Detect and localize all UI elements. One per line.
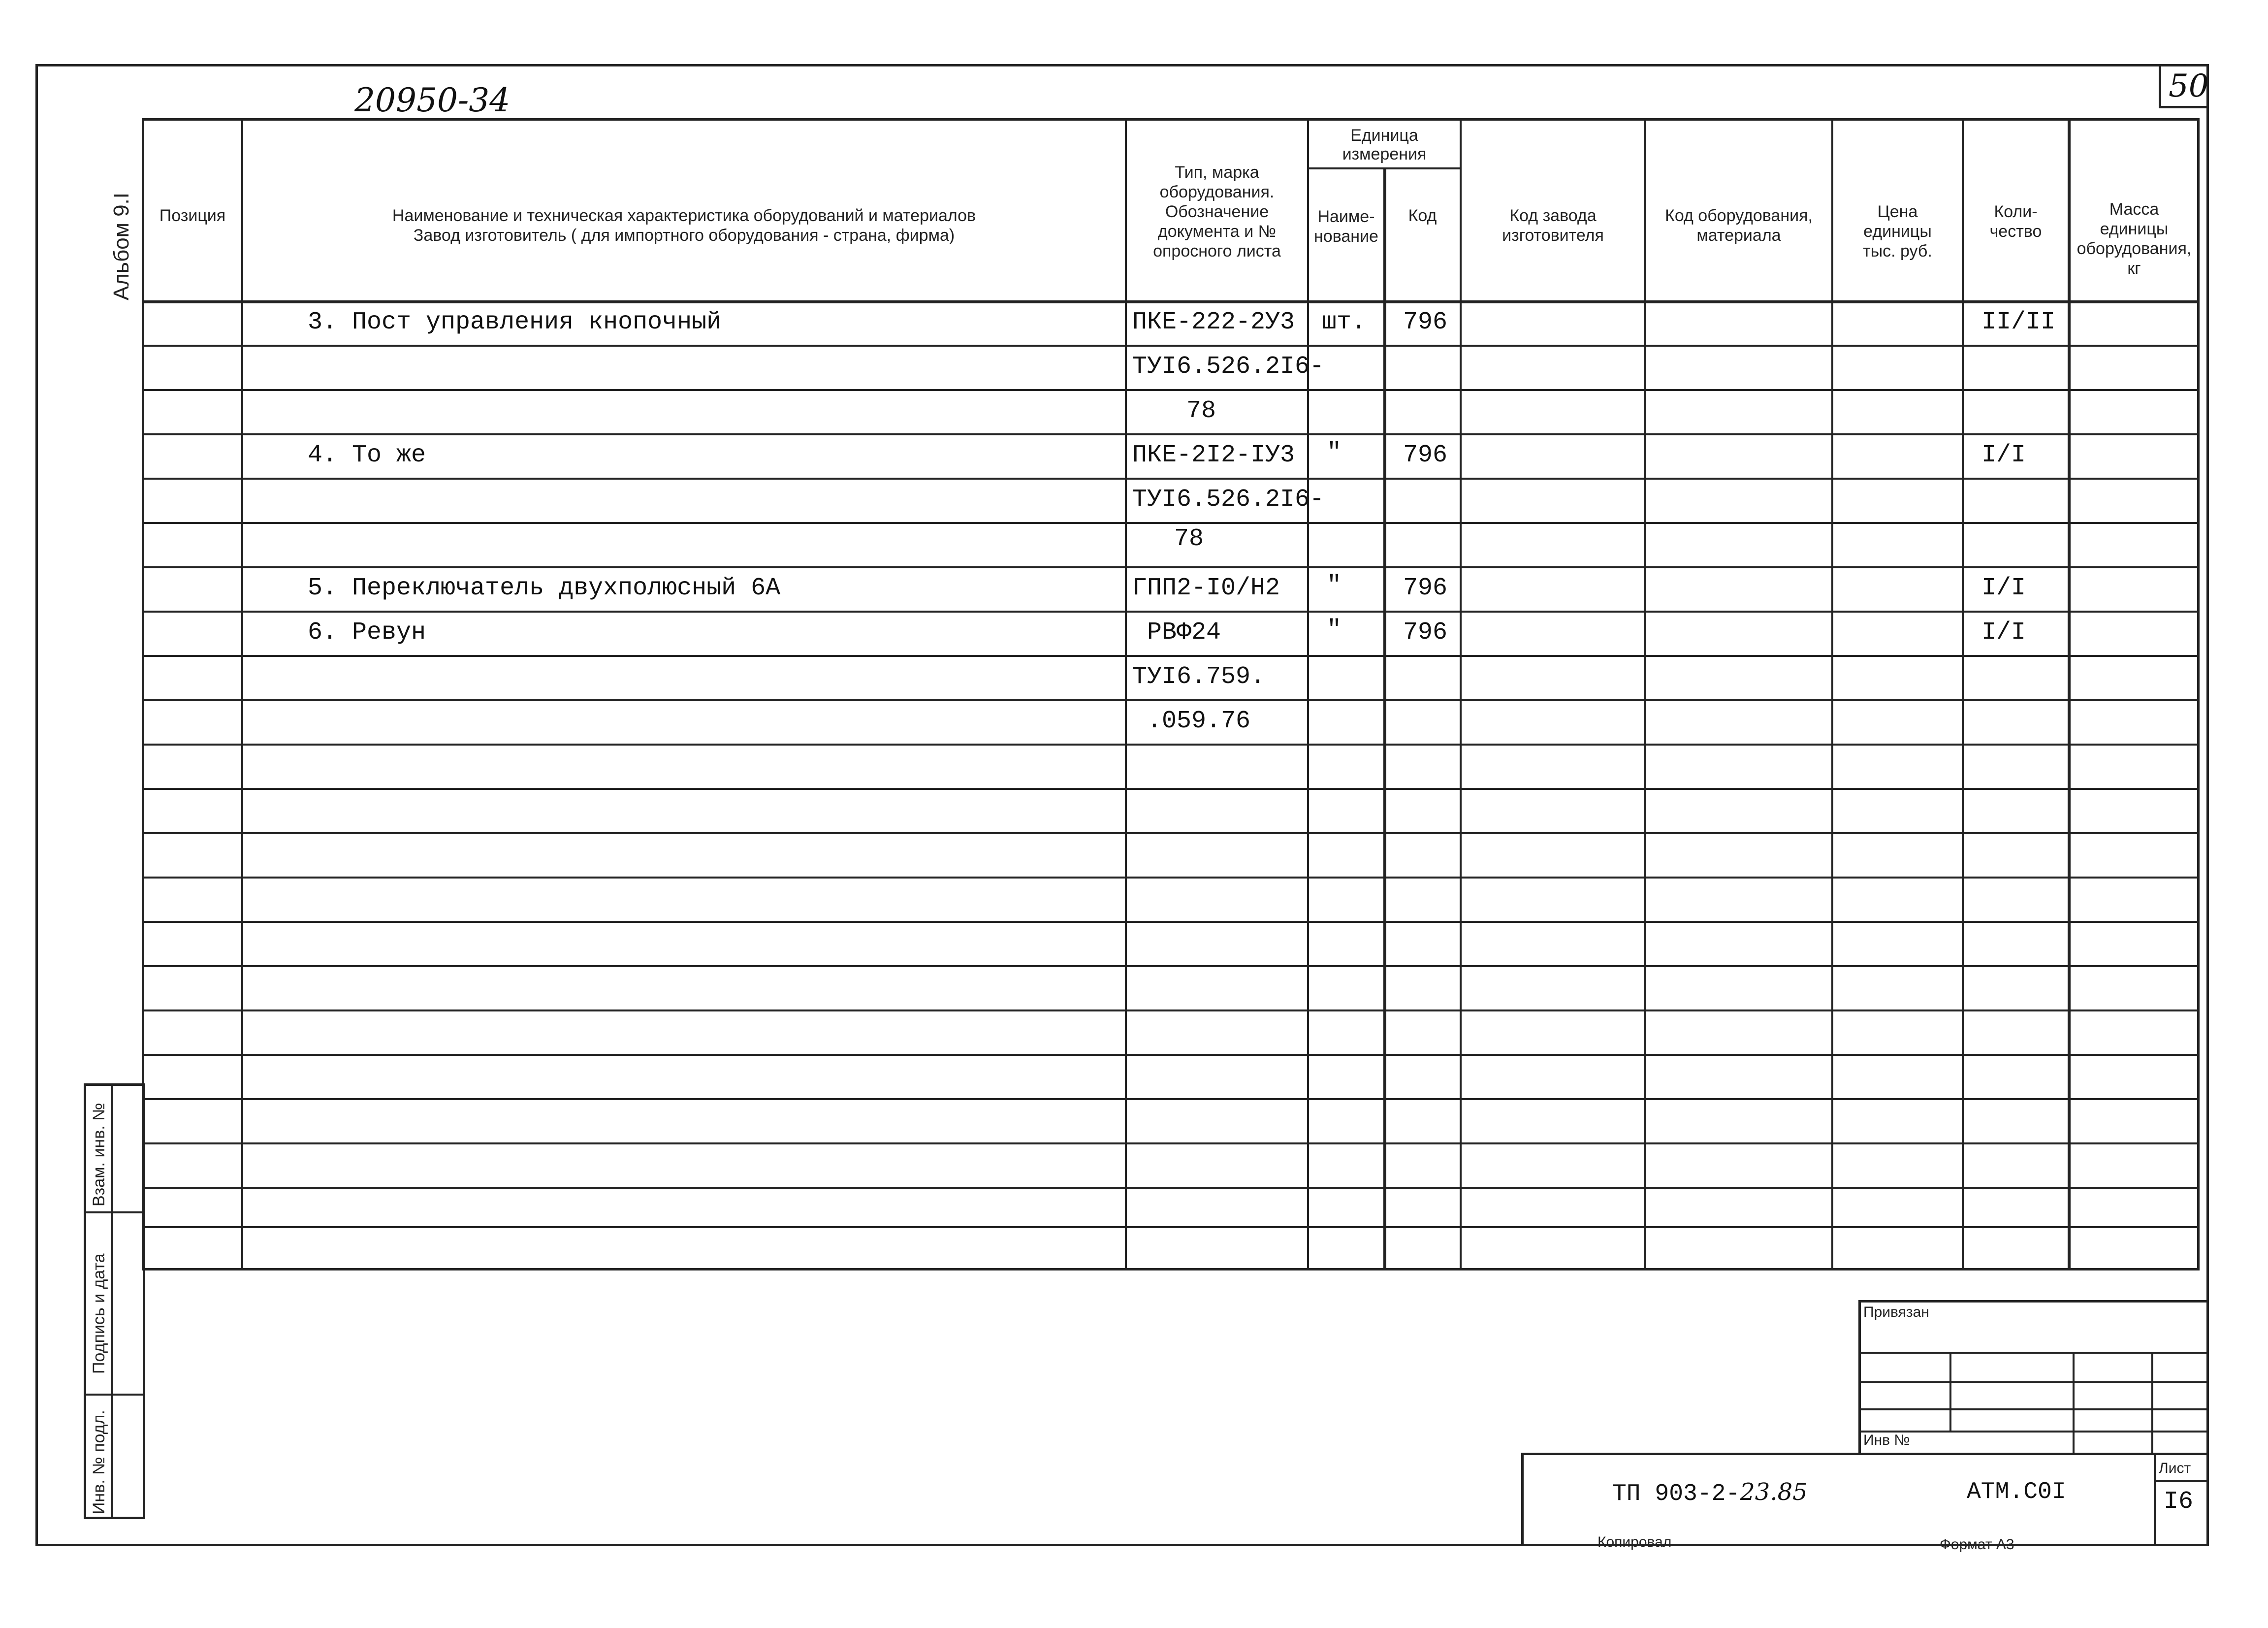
bound-line [1858, 1381, 2209, 1383]
header-price-1: Цена [1877, 202, 1918, 221]
row-line [142, 478, 2200, 480]
row-code: 796 [1403, 441, 1448, 469]
side-stamp-line [84, 1394, 145, 1396]
sheet-number: I6 [2164, 1488, 2194, 1516]
sheet-code: АТМ.С0I [1967, 1479, 2066, 1505]
side-stamp-inv: Инв. № подл. [90, 1410, 108, 1514]
side-stamp-line [84, 1211, 145, 1213]
header-qty-1: Коли- [1994, 202, 2038, 221]
bound-line [2073, 1352, 2075, 1453]
row-qty: I/I [1981, 441, 2026, 469]
col-line [1383, 167, 1386, 1270]
footer-copied: Копировал [1597, 1534, 1672, 1550]
row-line [142, 832, 2200, 834]
album-label: Альбом 9.I [109, 192, 133, 300]
row-line [142, 1054, 2200, 1056]
row-line [142, 965, 2200, 967]
col-line [1962, 118, 1964, 1270]
bound-line [1949, 1352, 1951, 1431]
row-name: 5. Переключатель двухполюсный 6А [308, 574, 781, 602]
row-line [142, 1226, 2200, 1228]
bound-label: Привязан [1863, 1304, 1929, 1320]
header-type-4: документа и № [1157, 222, 1277, 241]
header-mass-2: единицы [2100, 220, 2169, 238]
row-type: ТУI6.526.2I6- [1132, 486, 1325, 514]
header-price-2: единицы [1863, 222, 1932, 241]
row-qty: I/I [1981, 619, 2026, 647]
inv-label: Инв № [1863, 1432, 1910, 1448]
row-code: 796 [1403, 574, 1448, 602]
side-stamp-signature: Подпись и дата [90, 1253, 108, 1374]
header-unit-2: измерения [1342, 145, 1427, 163]
row-qty: II/II [1981, 308, 2056, 336]
row-name: 4. То же [308, 441, 426, 469]
spec-table [142, 118, 2200, 1270]
header-name-line2: Завод изготовитель ( для импортного оборудования - страна, фирма) [413, 226, 955, 245]
header-type-3: Обозначение [1165, 202, 1269, 221]
row-code: 796 [1403, 308, 1448, 336]
bound-line [1858, 1431, 2209, 1433]
title-block-line [2154, 1480, 2209, 1482]
row-unit: " [1327, 616, 1342, 644]
row-line [142, 1009, 2200, 1011]
col-line [1125, 118, 1127, 1270]
header-name-line1: Наименование и техническая характеристика оборудований и материалов [392, 206, 976, 225]
header-unit-name-2: нование [1314, 227, 1378, 246]
row-line [142, 877, 2200, 879]
header-qty-2: чество [1989, 222, 2042, 241]
row-line [142, 744, 2200, 746]
header-unit-name-1: Наиме- [1317, 207, 1375, 226]
header-factory-code-2: изготовителя [1502, 226, 1604, 245]
row-line [142, 345, 2200, 347]
header-factory-code-1: Код завода [1509, 206, 1597, 225]
col-line [241, 118, 243, 1270]
header-type-5: опросного листа [1153, 242, 1281, 260]
header-unit-code: Код [1408, 206, 1437, 225]
row-type: 78 [1174, 525, 1204, 553]
col-line [1460, 118, 1462, 1270]
header-price-3: тыс. руб. [1863, 242, 1932, 260]
project-code-hand: 23.85 [1740, 1478, 1808, 1506]
row-type: ГПП2-I0/Н2 [1132, 574, 1280, 602]
bound-line [2151, 1352, 2153, 1453]
row-qty: I/I [1981, 574, 2026, 602]
row-unit: " [1327, 572, 1342, 600]
project-code [1612, 1477, 1808, 1509]
side-stamp-replace: Взам. инв. № [90, 1103, 108, 1206]
header-type-1: Тип, марка [1175, 163, 1259, 182]
row-unit: " [1327, 439, 1342, 467]
row-line [142, 921, 2200, 923]
project-code-text: ТП 903-2- [1612, 1481, 1740, 1507]
bound-block [1858, 1300, 2209, 1453]
bound-line [1858, 1352, 2209, 1354]
footer-format: Формат А3 [1940, 1536, 2014, 1553]
col-line [1644, 118, 1646, 1270]
row-line [142, 433, 2200, 435]
row-line [142, 655, 2200, 657]
row-type: ПКЕ-2I2-IУ3 [1132, 441, 1295, 469]
row-type: РВФ24 [1147, 619, 1221, 647]
row-line [142, 1142, 2200, 1144]
row-type: ТУI6.526.2I6- [1132, 353, 1325, 381]
row-line [142, 611, 2200, 613]
header-position: Позиция [159, 206, 226, 225]
header-equipment-code-2: материала [1696, 226, 1781, 245]
bound-line [1858, 1408, 2209, 1410]
row-line [142, 566, 2200, 568]
row-line [142, 389, 2200, 391]
sheet-label: Лист [2159, 1460, 2191, 1476]
col-line [2068, 118, 2071, 1270]
row-unit: шт. [1322, 308, 1367, 336]
row-line [142, 522, 2200, 524]
page-number: 50 [2169, 68, 2209, 104]
row-line [142, 1187, 2200, 1189]
row-type: .059.76 [1147, 707, 1251, 735]
col-line [1307, 118, 1309, 1270]
header-unit-1: Единица [1350, 126, 1418, 145]
row-line [142, 1098, 2200, 1100]
col-line [1831, 118, 1833, 1270]
title-block-line [2154, 1453, 2156, 1546]
unit-divider [1307, 167, 1460, 169]
header-equipment-code-1: Код оборудования, [1665, 206, 1813, 225]
header-mass-3: оборудования, [2076, 239, 2192, 258]
doc-number: 20950-34 [354, 81, 511, 119]
row-line [142, 788, 2200, 790]
header-divider [142, 300, 2200, 303]
row-name: 6. Ревун [308, 619, 426, 647]
row-name: 3. Пост управления кнопочный [308, 308, 722, 336]
side-stamp-line [111, 1083, 113, 1519]
row-code: 796 [1403, 619, 1448, 647]
row-type: ПКЕ-222-2У3 [1132, 308, 1295, 336]
header-mass-4: кг [2127, 259, 2141, 278]
row-type: ТУI6.759. [1132, 663, 1266, 691]
header-type-2: оборудования. [1159, 183, 1275, 201]
header-mass-1: Масса [2109, 200, 2159, 219]
row-line [142, 699, 2200, 701]
row-type: 78 [1186, 397, 1216, 425]
